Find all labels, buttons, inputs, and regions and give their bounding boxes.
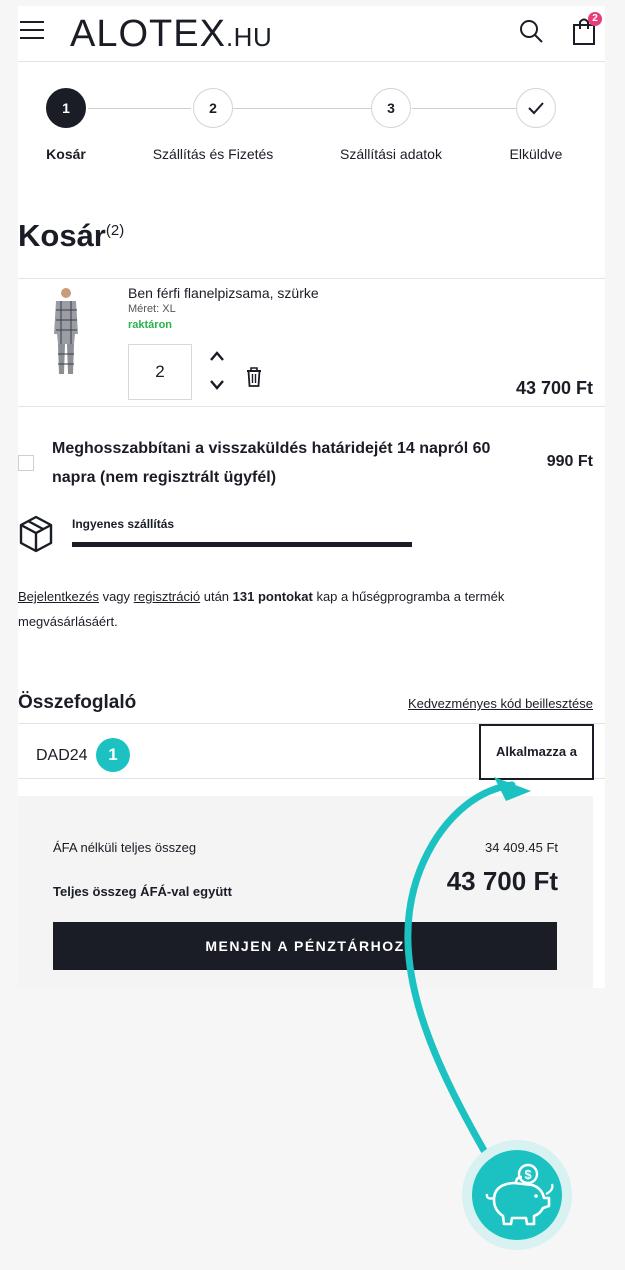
check-icon <box>527 101 545 115</box>
product-image[interactable] <box>48 286 84 378</box>
stock-status: raktáron <box>128 319 173 331</box>
net-total-label: ÁFA nélküli teljes összeg <box>53 840 197 855</box>
quantity-input[interactable]: 2 <box>128 344 192 400</box>
site-logo[interactable] <box>70 10 272 61</box>
chevron-up-icon[interactable] <box>208 349 226 363</box>
gross-total-value: 43 700 Ft <box>446 866 558 896</box>
piggy-bank-icon <box>472 1150 562 1240</box>
step-connector <box>88 108 191 109</box>
site-header <box>18 6 605 62</box>
coupon-code-input[interactable]: DAD24 <box>36 747 88 764</box>
divider <box>18 406 605 407</box>
step-1-circle[interactable]: 1 <box>46 88 86 128</box>
discount-code-link[interactable]: Kedvezményes kód beillesztése <box>408 696 593 711</box>
menu-icon[interactable] <box>20 21 44 39</box>
step-4-label[interactable]: Elküldve <box>509 146 563 162</box>
svg-text:$: $ <box>524 1167 532 1182</box>
step-2-circle[interactable]: 2 <box>193 88 233 128</box>
totals-box <box>18 796 593 988</box>
coupon-step-badge: 1 <box>96 738 130 772</box>
coupon-row <box>18 723 605 779</box>
return-extension-checkbox[interactable] <box>18 455 34 471</box>
free-shipping-label: Ingyenes szállítás <box>72 517 175 531</box>
cart-count-badge: 2 <box>588 12 602 26</box>
step-3-label[interactable]: Szállítási adatok <box>340 146 442 162</box>
checkout-steps <box>18 86 605 176</box>
product-price: 43 700 Ft <box>515 378 593 398</box>
chevron-down-icon[interactable] <box>208 378 226 392</box>
cart-title: Kosár <box>18 218 106 253</box>
loyalty-message <box>18 584 598 634</box>
step-3-circle[interactable]: 3 <box>371 88 411 128</box>
loyalty-floating-button[interactable] <box>472 1150 562 1240</box>
step-4-circle[interactable] <box>516 88 556 128</box>
loyalty-points: 131 pontokat <box>232 589 313 604</box>
loyalty-text: vagy <box>98 589 134 604</box>
gross-total-label: Teljes összeg ÁFÁ-val együtt <box>53 884 232 899</box>
step-connector <box>412 108 516 109</box>
logo-text: ALOTEX <box>70 13 226 55</box>
cart-count: (2) <box>105 222 125 239</box>
return-extension-label[interactable]: Meghosszabbítani a visszaküldés határidejét 14 napról 60 napra (nem regisztrált ügyfél) <box>52 440 491 486</box>
apply-coupon-button[interactable]: Alkalmazza a <box>479 724 594 780</box>
summary-title: Összefoglaló <box>18 692 137 713</box>
search-icon[interactable] <box>518 18 544 44</box>
divider <box>18 278 605 279</box>
step-2-label[interactable]: Szállítás és Fizetés <box>152 146 274 162</box>
logo-suffix: .HU <box>225 22 273 52</box>
box-icon <box>18 514 54 554</box>
trash-icon[interactable] <box>245 366 263 388</box>
loyalty-text: után <box>200 589 233 604</box>
step-connector <box>233 108 371 109</box>
page-title <box>18 218 124 254</box>
step-1-label[interactable]: Kosár <box>46 146 86 162</box>
checkout-button[interactable]: MENJEN A PÉNZTÁRHOZ <box>53 922 557 970</box>
product-size: Méret: XL <box>128 303 176 315</box>
return-extension-price: 990 Ft <box>546 453 593 470</box>
login-link[interactable]: Bejelentkezés <box>18 589 99 604</box>
net-total-value: 34 409.45 Ft <box>485 840 558 855</box>
register-link[interactable]: regisztráció <box>133 589 201 604</box>
loyalty-text: kap a hűségprogramba a termék megvásárlásáért. <box>18 589 505 629</box>
product-name[interactable]: Ben férfi flanelpizsama, szürke <box>128 285 319 301</box>
cart-page <box>18 6 605 988</box>
free-shipping-progress <box>72 542 412 547</box>
